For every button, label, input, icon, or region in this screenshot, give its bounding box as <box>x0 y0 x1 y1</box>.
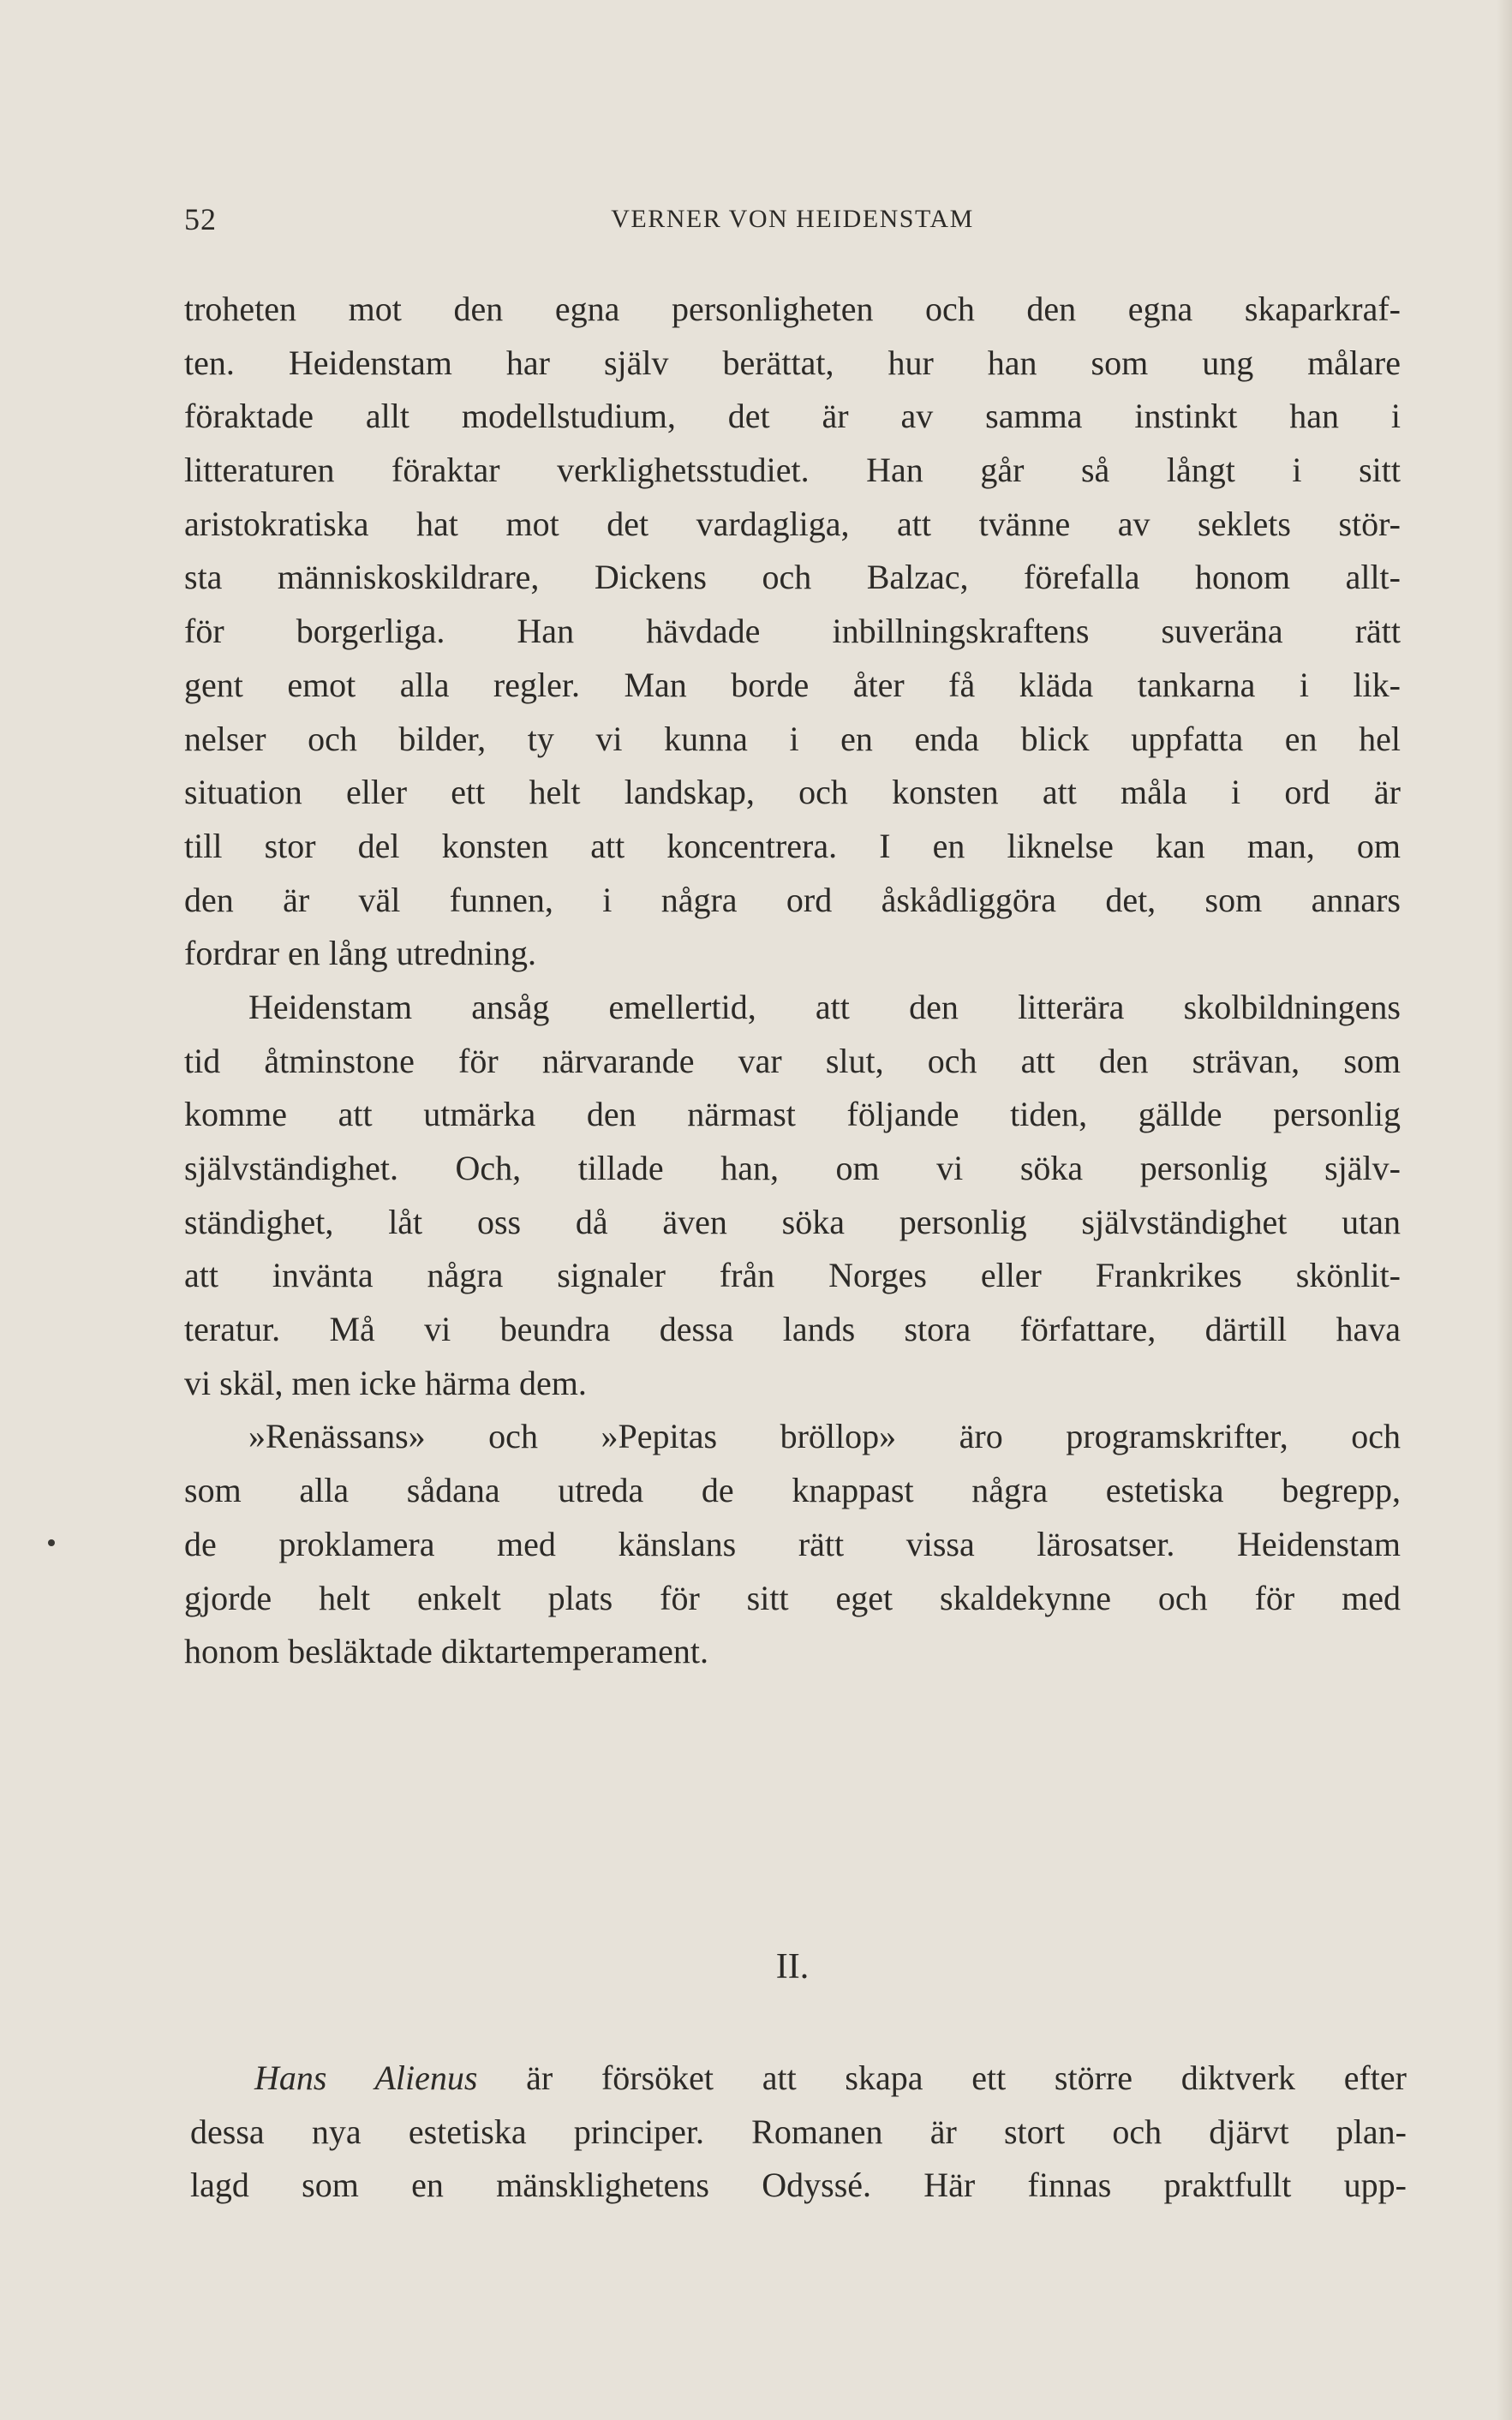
text-line <box>190 2052 1407 2106</box>
running-head <box>184 201 1401 246</box>
text-line: sta människoskildrare, Dickens och Balzac, förefalla honom allt- <box>184 558 1401 597</box>
text-line: dessa nya estetiska principer. Romanen är stort och djärvt plan- <box>190 2112 1407 2151</box>
text-line: »Renässans» och »Pepitas bröllop» äro programskrifter, och <box>248 1417 1401 1456</box>
running-title: VERNER VON HEIDENSTAM <box>611 205 974 233</box>
ink-dot <box>48 1539 55 1546</box>
body-text <box>184 283 1401 1679</box>
text-line: gjorde helt enkelt plats för sitt eget skaldekynne och för med <box>184 1578 1401 1617</box>
text-line: de proklamera med känslans rätt vissa lärosatser. Heidenstam <box>184 1524 1401 1563</box>
text-line: litteraturen föraktar verklighetsstudiet. Han går så långt i sitt <box>184 451 1401 490</box>
text-line: nelser och bilder, ty vi kunna i en enda blick uppfatta en hel <box>184 719 1401 758</box>
text-line: ten. Heidenstam har själv berättat, hur han som ung målare <box>184 343 1401 382</box>
text-line: till stor del konsten att koncentrera. I en liknelse kan man, om <box>184 826 1401 865</box>
text-line: teratur. Må vi beundra dessa lands stora författare, därtill hava <box>184 1310 1401 1349</box>
text-line: troheten mot den egna personligheten och den egna skaparkraf- <box>184 290 1401 328</box>
section-heading: II. <box>775 1947 810 1987</box>
text-line: lagd som en mänsklighetens Odyssé. Här finnas praktfullt upp- <box>190 2166 1407 2205</box>
text-line: gent emot alla regler. Man borde åter få kläda tankarna i lik- <box>184 665 1401 704</box>
book-title: Hans Alienus <box>254 2058 478 2097</box>
text-line: ständighet, låt oss då även söka personlig självständighet utan <box>184 1202 1401 1241</box>
text-line-rest: är försöket att skapa ett större diktverk efter <box>477 2058 1407 2097</box>
paragraph-2 <box>184 981 1401 1411</box>
text-line: Heidenstam ansåg emellertid, att den litterära skolbildningens <box>248 987 1401 1026</box>
text-line: att invänta några signaler från Norges eller Frankrikes skönlit- <box>184 1256 1401 1295</box>
text-line: fordrar en lång utredning. <box>184 934 536 973</box>
text-line: som alla sådana utreda de knappast några estetiska begrepp, <box>184 1471 1401 1510</box>
text-line: honom besläktade diktartemperament. <box>184 1632 709 1671</box>
text-line: tid åtminstone för närvarande var slut, och att den strävan, som <box>184 1041 1401 1080</box>
section-text <box>190 2052 1407 2213</box>
page-edge <box>1497 0 1512 2420</box>
text-line: föraktade allt modellstudium, det är av samma instinkt han i <box>184 397 1401 436</box>
text-line: den är väl funnen, i några ord åskådliggöra det, som annars <box>184 880 1401 919</box>
paragraph-1 <box>184 283 1401 981</box>
text-line: komme att utmärka den närmast följande tiden, gällde personlig <box>184 1095 1401 1134</box>
text-line: situation eller ett helt landskap, och konsten att måla i ord är <box>184 773 1401 812</box>
text-line: vi skäl, men icke härma dem. <box>184 1363 587 1402</box>
text-line: för borgerliga. Han hävdade inbillningskraftens suveräna rätt <box>184 612 1401 651</box>
paragraph-3 <box>184 1410 1401 1678</box>
page-number: 52 <box>184 202 217 236</box>
text-line: självständighet. Och, tillade han, om vi söka personlig själv- <box>184 1149 1401 1187</box>
text-line: aristokratiska hat mot det vardagliga, att tvänne av seklets stör- <box>184 504 1401 543</box>
